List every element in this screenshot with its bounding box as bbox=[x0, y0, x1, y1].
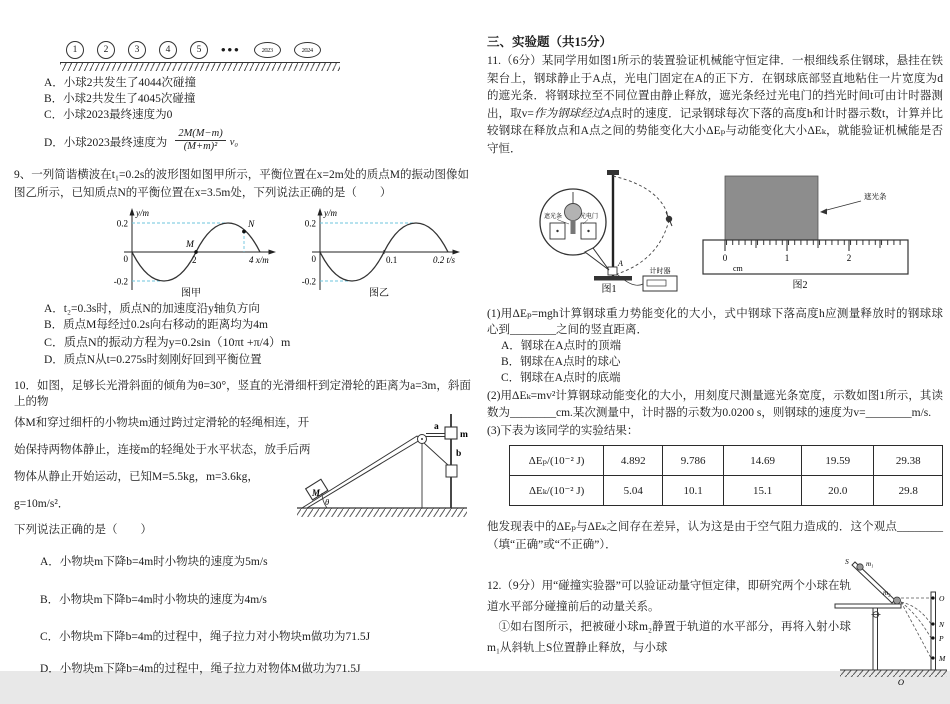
incline-figure bbox=[295, 410, 470, 520]
q11-part1: (1)用ΔEₚ=mgh计算钢球重力势能变化的大小，式中钢球下落高度h应测量释放时的钢球球心到________之间的竖直距离． bbox=[487, 308, 943, 336]
q9-option-b: B．质点M每经过0.2s向右移动的距离均为4m bbox=[44, 319, 268, 331]
wave-graph-yi bbox=[290, 206, 462, 298]
row-ek-label: ΔEₖ/(10⁻² J) bbox=[510, 476, 604, 506]
b-label: b bbox=[456, 449, 462, 459]
q9-stem: 9、一列简谐横波在t₁=0.2s的波形图如图甲所示，平衡位置在x=2m处的质点M的振动图像如图乙所示，已知质点N的平衡位置在x=3.5m处，下列说法正确的是（ ） bbox=[14, 169, 469, 199]
steel-ball bbox=[565, 204, 582, 221]
ball-chain-figure bbox=[66, 40, 472, 60]
right-column bbox=[487, 0, 946, 704]
q9-graphs bbox=[102, 206, 472, 298]
q11-stem bbox=[487, 53, 943, 158]
block-M-label: M bbox=[312, 488, 321, 498]
point-N-dot bbox=[242, 230, 246, 234]
q11-part2: (2)用ΔEₖ=mv²计算钢球动能变化的大小，用刻度尺测量遮光条宽度，示数如图1所示，其读数为________cm.某次测量中，计时器的示数为0.0200 s，则钢球的速度为v=________m/s. bbox=[487, 390, 943, 419]
P-label: P bbox=[939, 634, 944, 643]
row-ep-label: ΔEₚ/(10⁻² J) bbox=[510, 446, 604, 476]
q10-stem-tail: 下列说法正确的是（ ） bbox=[14, 524, 152, 536]
q12-stem1: 12.（9分）用“碰撞实验器”可以验证动量守恒定律，即研究两个小球在轨道水平部分碰撞前后的动量关系。 bbox=[487, 580, 851, 613]
section3-header: 三、实验题（共15分） bbox=[487, 35, 613, 49]
M-label: M bbox=[939, 654, 946, 663]
ground-hatch bbox=[840, 670, 947, 677]
zero-label: 0 bbox=[311, 254, 316, 264]
trajectory-P bbox=[901, 602, 931, 638]
caption-yi: 图乙 bbox=[369, 288, 389, 299]
ground-hatch bbox=[297, 508, 467, 517]
pulley-axle bbox=[421, 438, 423, 440]
q10-option-b: B．小物块m下降b=4m时小物块的速度为4m/s bbox=[40, 594, 267, 606]
ruler-2: 2 bbox=[846, 253, 852, 263]
fraction-denominator: (M+m)² bbox=[183, 140, 218, 152]
ek-value-2: 10.1 bbox=[663, 476, 724, 506]
x4-label: 4 x/m bbox=[249, 255, 269, 265]
point-N-dot bbox=[931, 622, 934, 625]
figure-1-apparatus bbox=[533, 162, 685, 294]
left-column bbox=[14, 0, 472, 676]
table-row bbox=[510, 446, 943, 476]
rope-diagonal bbox=[424, 443, 448, 465]
a-label: a bbox=[434, 422, 439, 432]
q8-fraction bbox=[175, 128, 225, 153]
q9-option-a: A．t₂=0.3s时，质点N的加速度沿y轴负方向 bbox=[44, 303, 260, 315]
t2-label: 0.2 t/s bbox=[433, 255, 456, 265]
caption-jia: 图甲 bbox=[181, 288, 201, 299]
y-axis-label: y/m bbox=[324, 208, 337, 218]
y-axis-label: y/m bbox=[136, 208, 149, 218]
fraction-numerator: 2M(M−m) bbox=[175, 128, 225, 141]
q8-option-a: A．小球2共发生了4044次碰撞 bbox=[44, 77, 197, 89]
ymax-label: 0.2 bbox=[304, 218, 316, 229]
stand-base bbox=[594, 276, 632, 281]
swing-arc-upper bbox=[613, 176, 669, 220]
q11-part3: (3)下表为该同学的实验结果： bbox=[487, 425, 639, 437]
ymin-label: -0.2 bbox=[301, 276, 316, 287]
ek-value-5: 29.8 bbox=[874, 476, 943, 506]
ek-value-4: 20.0 bbox=[802, 476, 874, 506]
q11-part1-option-c: C．钢球在A点时的底端 bbox=[501, 372, 621, 384]
S-label: S bbox=[845, 557, 849, 566]
results-table bbox=[509, 445, 943, 506]
ruler-minor-ticks bbox=[725, 240, 905, 245]
point-M-dot bbox=[931, 656, 934, 659]
wave-graph-jia bbox=[102, 206, 280, 298]
ball-3: 3 bbox=[128, 41, 146, 59]
gate-left-dot bbox=[556, 230, 558, 232]
figure1-caption: 图1 bbox=[601, 284, 617, 295]
figure2-caption: 图2 bbox=[792, 280, 808, 291]
q10-option-c: C．小物块m下降b=4m的过程中，绳子拉力对小物块m做功为71.5J bbox=[40, 631, 371, 643]
q12-block bbox=[487, 557, 946, 704]
collision-apparatus-figure bbox=[835, 556, 949, 688]
y-axis-arrow bbox=[318, 208, 323, 216]
ellipsis-dots: ••• bbox=[221, 42, 241, 57]
O-top-label: O bbox=[939, 594, 945, 603]
block-m bbox=[445, 427, 457, 439]
q8-option-c: C．小球2023最终速度为0 bbox=[44, 109, 173, 121]
strip-arrow-line bbox=[823, 201, 861, 211]
q11-figures bbox=[487, 162, 943, 295]
x2-label: 2 bbox=[192, 255, 197, 265]
ruler-unit: cm bbox=[733, 264, 743, 273]
strip-label: 遮光条 bbox=[864, 192, 887, 201]
ball-5: 5 bbox=[190, 41, 208, 59]
q9-option-c: C．质点N的振动方程为y=0.2sin（10πt +π/4）m bbox=[44, 335, 291, 349]
m1-label: m₁ bbox=[866, 560, 874, 568]
q11-conclusion: 他发现表中的ΔEₚ与ΔEₖ之间存在差异，认为这是由于空气阻力造成的．这个观点________（填“正确”或“不正确”）． bbox=[487, 521, 943, 551]
ep-value-3: 14.69 bbox=[724, 446, 802, 476]
ymax-label: 0.2 bbox=[116, 218, 128, 229]
q8-option-d bbox=[44, 127, 472, 159]
q10-option-d: D．小物块m下降b=4m的过程中，绳子拉力对物体M做功为71.5J bbox=[40, 663, 361, 675]
ball-2: 2 bbox=[97, 41, 115, 59]
ground-hatch bbox=[60, 62, 340, 71]
strip-label: 遮光条 bbox=[544, 214, 563, 220]
t1-label: 0.1 bbox=[386, 255, 398, 265]
released-ball bbox=[666, 216, 672, 222]
trajectory-M bbox=[901, 602, 931, 658]
x-axis-arrow bbox=[269, 250, 277, 255]
q8-option-d-prefix: D．小球2023最终速度为 bbox=[44, 137, 168, 149]
point-M-dot bbox=[194, 250, 198, 254]
point-P-dot bbox=[931, 636, 934, 639]
ep-value-4: 19.59 bbox=[802, 446, 874, 476]
block-m-lower-position bbox=[446, 465, 457, 477]
figure-2-ruler bbox=[695, 168, 923, 290]
strip-arrow-head bbox=[820, 209, 827, 215]
q12-stem2: ①如右图所示，把被碰小球m₂静置于轨道的水平部分，再将入射小球m₁从斜轨上S位置静止释放，与小球 bbox=[487, 621, 851, 654]
ruler-0: 0 bbox=[722, 253, 728, 263]
q11-stem-italic: 作为钢球经过A bbox=[533, 107, 611, 120]
m-label: m bbox=[460, 430, 468, 440]
point-O-dot bbox=[931, 596, 934, 599]
table-top bbox=[835, 604, 901, 608]
gate-right-dot bbox=[587, 230, 589, 232]
shade-strip bbox=[571, 220, 576, 234]
q10-option-a: A．小物块m下降b=4m时小物块的速度为5m/s bbox=[40, 556, 268, 568]
timer-display bbox=[647, 280, 666, 286]
q11-stem-a: 11.（6分）某同学用如图1所示的装置验证机械能守恒定律．一根细线系住钢球，悬挂在铁架台上，钢球静止于A点，光电门固定在A的正下方．在钢球底部竖直地粘住一片宽度为d的遮光条．将钢球拉至不同位置由静止释放，遮光条经过光电门的挡光时间t可由计时器测出，取v= bbox=[487, 55, 943, 120]
ball-2024: 2024 bbox=[294, 42, 321, 58]
y-axis-arrow bbox=[130, 208, 135, 216]
point-N-label: N bbox=[248, 220, 255, 230]
q8-option-b: B．小球2共发生了4045次碰撞 bbox=[44, 93, 196, 105]
point-A-label: A bbox=[618, 259, 623, 268]
table-row bbox=[510, 476, 943, 506]
photogate-at-A bbox=[608, 267, 617, 275]
timer-label: 计时器 bbox=[649, 267, 671, 275]
ep-value-5: 29.38 bbox=[874, 446, 943, 476]
top-clamp bbox=[607, 170, 619, 175]
ball-4: 4 bbox=[159, 41, 177, 59]
ek-value-3: 15.1 bbox=[724, 476, 802, 506]
fraction-suffix: v₀ bbox=[229, 136, 239, 148]
q11-part1-option-a: A．钢球在A点时的顶端 bbox=[501, 340, 622, 352]
q10-block bbox=[14, 378, 472, 676]
q11-part1-option-b: B．钢球在A点时的球心 bbox=[501, 356, 621, 368]
N-label: N bbox=[939, 620, 945, 629]
ball-m1 bbox=[857, 564, 863, 570]
t-axis-arrow bbox=[453, 250, 461, 255]
theta-label: θ bbox=[325, 497, 330, 507]
q11-stem-b: 点时的速度．记录钢球每次下落的高度h和计时器示数t，计算并比较钢球在释放点和A点之间的势能变化大小ΔEₚ与动能变化大小ΔEₖ，就能验证机械能是否守恒． bbox=[487, 107, 943, 155]
q10-stem-wrap: 体M和穿过细杆的小物块m通过跨过定滑轮的轻绳相连，开始保持两物体静止，连接m的轻绳处于水平状态，放手后两物体从静止开始运动，已知M=5.5kg，m=3.6kg，g=10m/s²． bbox=[14, 417, 311, 510]
ep-value-2: 9.786 bbox=[663, 446, 724, 476]
ep-value-1: 4.892 bbox=[604, 446, 663, 476]
ymin-label: -0.2 bbox=[113, 276, 128, 287]
zero-label: 0 bbox=[123, 254, 128, 264]
ball-1: 1 bbox=[66, 41, 84, 59]
ek-value-1: 5.04 bbox=[604, 476, 663, 506]
ball-2023: 2023 bbox=[254, 42, 281, 58]
point-M-label: M bbox=[186, 240, 194, 250]
gate-label: 光电门 bbox=[580, 214, 599, 220]
O-bottom-label: O bbox=[897, 677, 905, 687]
m2-label: m₂ bbox=[883, 589, 891, 597]
ruler-1: 1 bbox=[784, 253, 790, 263]
magnifier-tail bbox=[585, 248, 609, 270]
q9-option-d: D．质点N从t=0.275s时刻刚好回到平衡位置 bbox=[44, 354, 262, 366]
ball-m2 bbox=[894, 597, 901, 604]
swing-arc-lower bbox=[617, 220, 669, 274]
shade-strip-square bbox=[725, 176, 818, 240]
q10-stem-line1: 10．如图，足够长光滑斜面的倾角为θ=30°，竖直的光滑细杆到定滑轮的距离为a=3m，斜面上的物 bbox=[14, 380, 471, 408]
